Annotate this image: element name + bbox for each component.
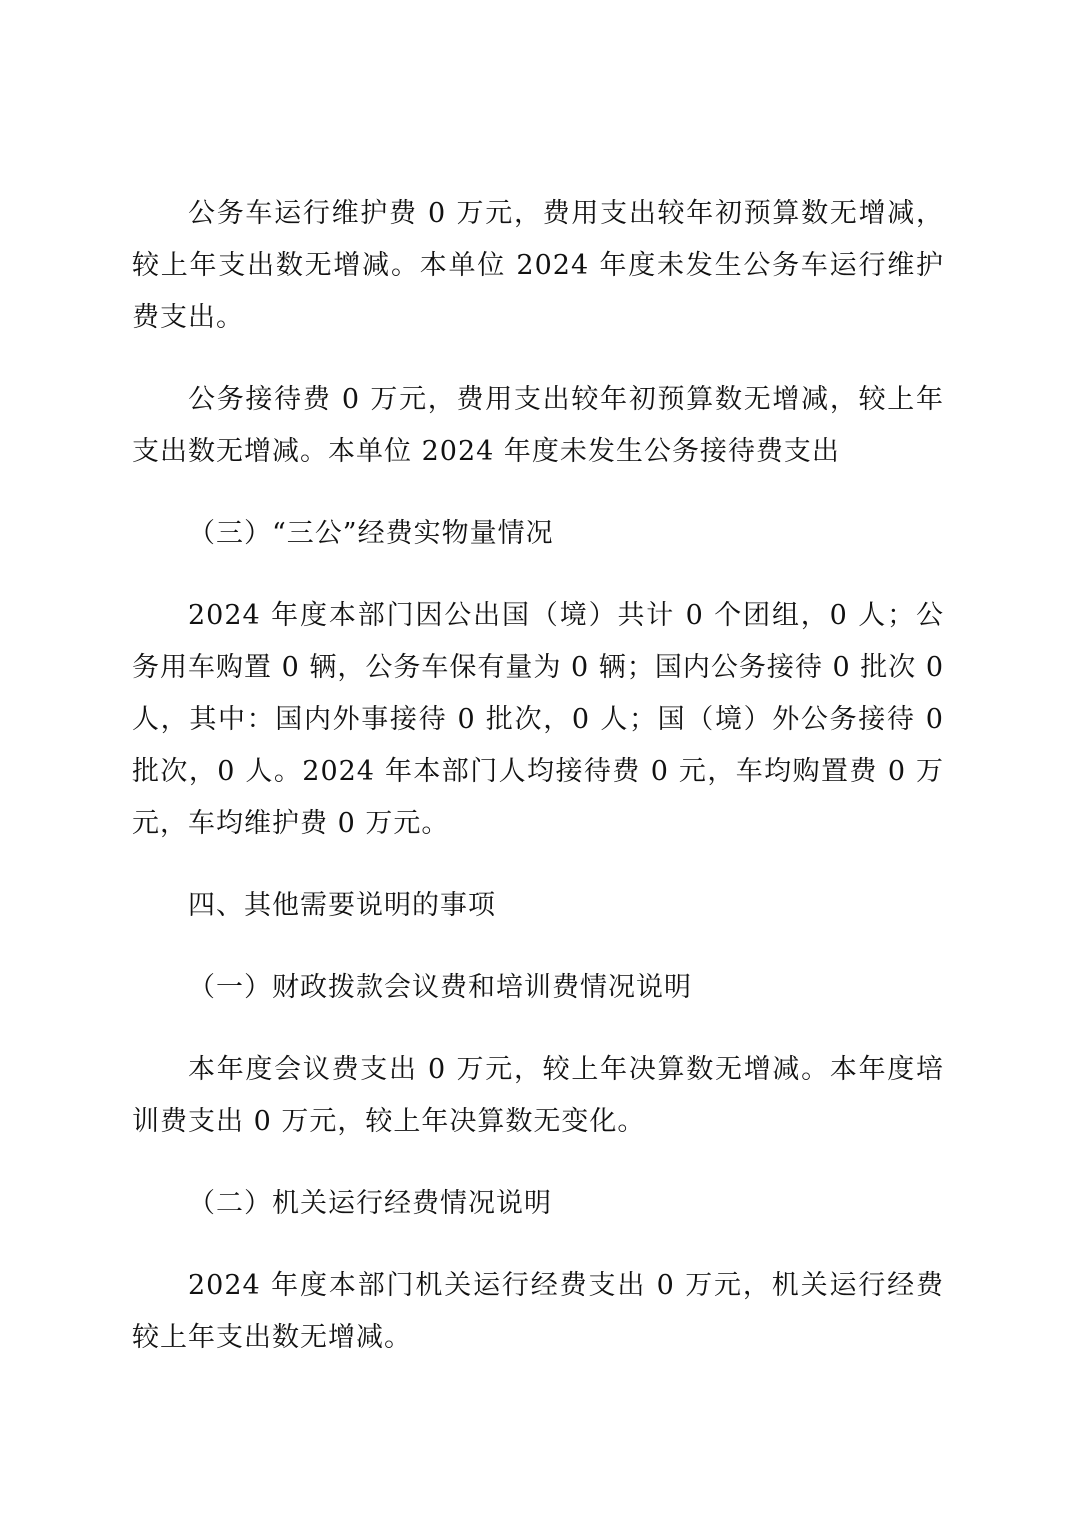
heading-meeting-training: （一）财政拨款会议费和培训费情况说明 xyxy=(188,972,692,1003)
heading-other-matters: 四、其他需要说明的事项 xyxy=(188,890,496,921)
paragraph-operating-expenses: 2024 年度本部门机关运行经费支出 0 万元，机关运行经费较上年支出数无增减。 xyxy=(132,1270,944,1353)
paragraph-vehicle-maintenance: 公务车运行维护费 0 万元，费用支出较年初预算数无增减，较上年支出数无增减。本单位 2024 年度未发生公务车运行维护费支出。 xyxy=(132,198,944,333)
document-body xyxy=(132,188,944,1394)
heading-operating-expenses: （二）机关运行经费情况说明 xyxy=(188,1188,552,1219)
paragraph-quantity-details: 2024 年度本部门因公出国（境）共计 0 个团组，0 人；公务用车购置 0 辆，公务车保有量为 0 辆；国内公务接待 0 批次 0 人，其中：国内外事接待 0 批次，0 人；国（境）外公务接待 0 批次，0 人。2024 年本部门人均接待费 0 元，车均购置费 0 万元，车均维护费 0 万元。 xyxy=(132,600,944,839)
paragraph-meeting-training: 本年度会议费支出 0 万元，较上年决算数无增减。本年度培训费支出 0 万元，较上年决算数无变化。 xyxy=(132,1054,944,1137)
heading-three-public-quantity: （三）“三公”经费实物量情况 xyxy=(188,518,554,549)
paragraph-reception-fee: 公务接待费 0 万元，费用支出较年初预算数无增减，较上年支出数无增减。本单位 2024 年度未发生公务接待费支出 xyxy=(132,384,944,467)
